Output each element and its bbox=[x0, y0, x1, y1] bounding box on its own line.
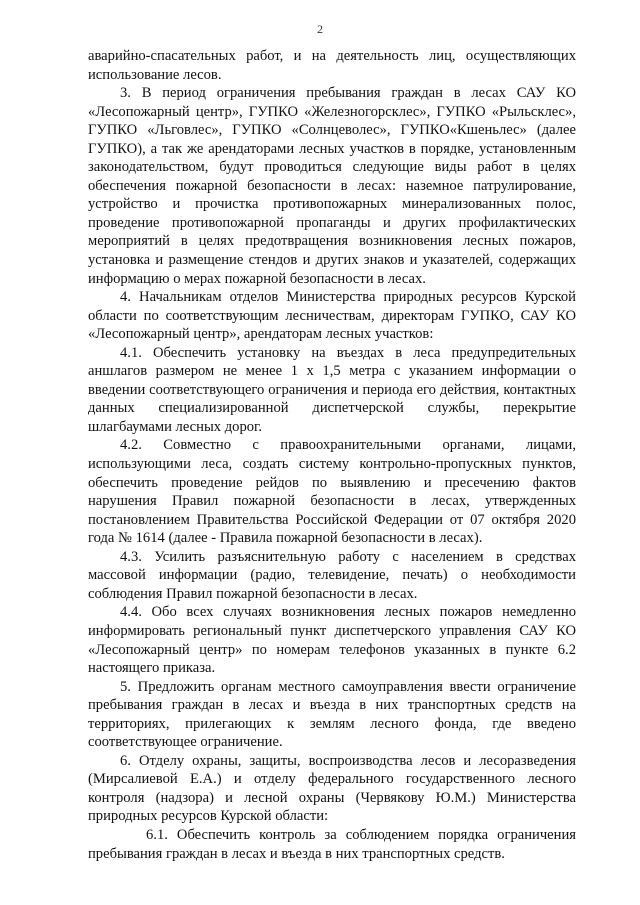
paragraph-item-4-2: 4.2. Совместно с правоохранительными органами, лицами, использующими леса, создать систему контрольно-пропускных пунктов, обеспечить проведение рейдов по выявлению и пресечению фактов нарушения Правил пожарной безопасности в лесах, утвержденных постановлением Правительства Российской Федерации от 07 октября 2020 года № 1614 (далее - Правила пожарной безопасности в лесах). bbox=[88, 437, 576, 547]
page-number: 2 bbox=[317, 22, 323, 36]
paragraph-item-4: 4. Начальникам отделов Министерства природных ресурсов Курской области по соответствующим лесничествам, директорам ГУПКО, САУ КО «Лесопожарный центр», арендаторам лесных участков: bbox=[88, 289, 576, 343]
paragraph-item-4-4: 4.4. Обо всех случаях возникновения лесных пожаров немедленно информировать региональный пункт диспетчерского управления САУ КО «Лесопожарный центр» по номерам телефонов указанных в пункте 6.2 настоящего приказа. bbox=[88, 604, 576, 677]
paragraph-item-3: 3. В период ограничения пребывания граждан в лесах САУ КО «Лесопожарный центр», ГУПКО «Железногорсклес», ГУПКО «Рыльсклес», ГУПКО «Льговлес», ГУПКО «Солнцеволес», ГУПКО«Кшеньлес» (далее ГУПКО), а так же арендаторами лесных участков в порядке, установленным законодательством, будут проводиться следующие виды работ в целях обеспечения пожарной безопасности в лесах: наземное патрулирование, устройство и прочистка противопожарных минерализованных полос, проведение противопожарной пропаганды и других профилактических мероприятий в целях предотвращения возникновения лесных пожаров, установка и размещение стендов и других знаков и указателей, содержащих информацию о мерах пожарной безопасности в лесах. bbox=[88, 85, 576, 287]
paragraph-item-6: 6. Отделу охраны, защиты, воспроизводства лесов и лесоразведения (Мирсалиевой Е.А.) и отделу федерального государственного лесного контроля (надзора) и лесной охраны (Червякову Ю.М.) Министерства природных ресурсов Курской области: bbox=[88, 752, 576, 825]
paragraph-item-4-3: 4.3. Усилить разъяснительную работу с населением в средствах массовой информации (радио, телевидение, печать) о необходимости соблюдения Правил пожарной безопасности в лесах. bbox=[88, 548, 576, 602]
paragraph-continuation: аварийно-спасательных работ, и на деятельность лиц, осуществляющих использование лесов. bbox=[88, 48, 576, 83]
paragraph-item-6-1: 6.1. Обеспечить контроль за соблюдением порядка ограничения пребывания граждан в лесах и въезда в них транспортных средств. bbox=[88, 826, 576, 862]
paragraph-item-4-1: 4.1. Обеспечить установку на въездах в леса предупредительных аншлагов размером не менее 1 х 1,5 метра с указанием информации о введении соответствующего ограничения и периода его действия, контактных данных специализированной диспетчерской службы, перекрытие шлагбаумами лесных дорог. bbox=[88, 344, 576, 435]
document-body bbox=[88, 47, 576, 863]
paragraph-item-5: 5. Предложить органам местного самоуправления ввести ограничение пребывания граждан в лесах и въезда в них транспортных средств на территориях, прилегающих к землям лесного фонда, где введено соответствующее ограничение. bbox=[88, 678, 576, 751]
